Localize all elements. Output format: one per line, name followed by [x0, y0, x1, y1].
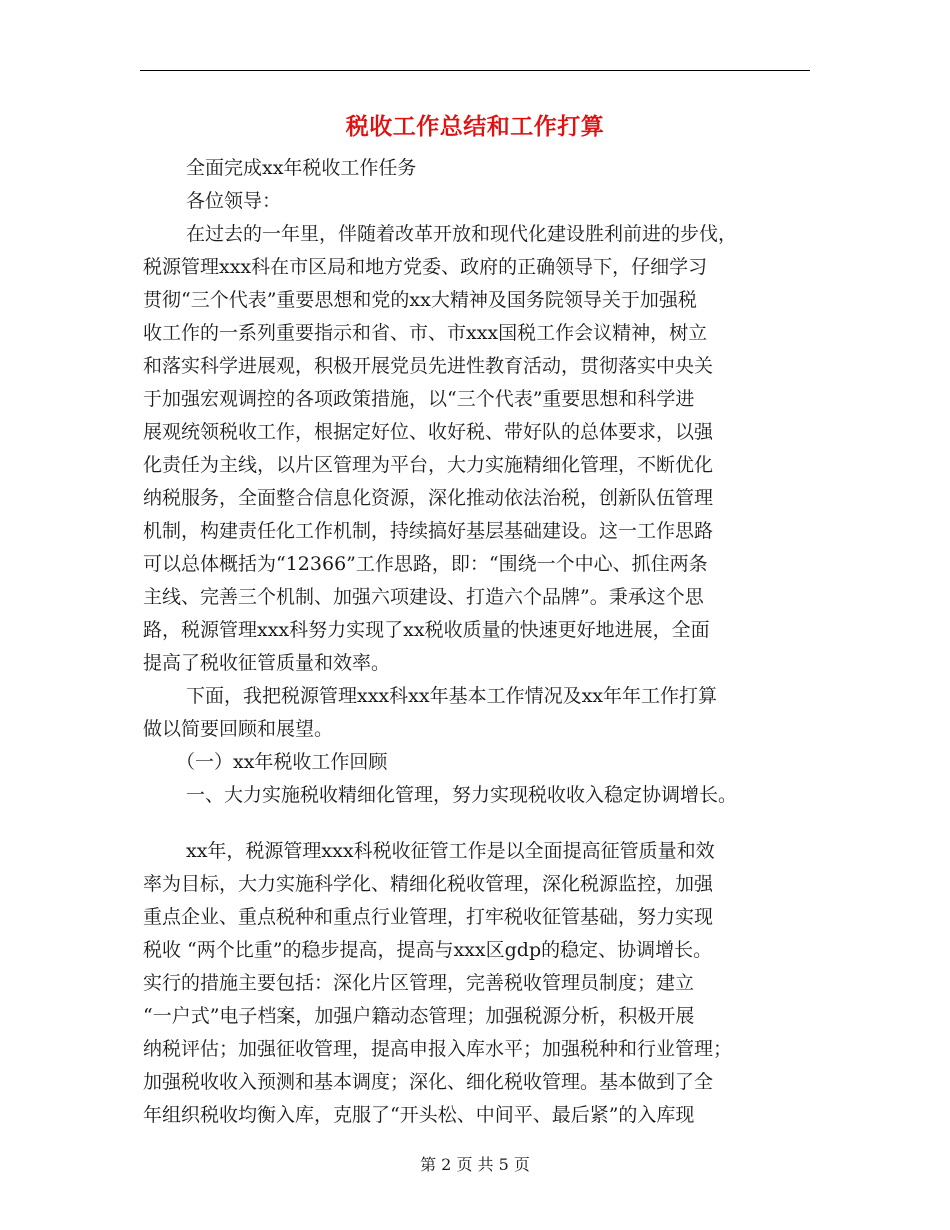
section-heading: （一）xx年税收工作回顾: [176, 751, 388, 773]
subsection-heading: 一、大力实施税收精细化管理，努力实现税收收入稳定协调增长。: [186, 784, 738, 806]
body-line: 机制，构建责任化工作机制，持续搞好基层基础建设。这一工作思路: [143, 520, 714, 542]
body-line: 贯彻“三个代表”重要思想和党的xx大精神及国务院领导关于加强税: [143, 289, 697, 311]
salutation-line: 各位领导：: [186, 190, 282, 212]
body-line: 年组织税收均衡入库，克服了“开头松、中间平、最后紧”的入库现: [143, 1104, 695, 1126]
body-line: 率为目标，大力实施科学化、精细化税收管理，深化税源监控，加强: [143, 873, 714, 895]
body-line: xx年，税源管理xxx科税收征管工作是以全面提高征管质量和效: [186, 840, 715, 862]
header-rule: [140, 70, 810, 71]
body-line: 路，税源管理xxx科努力实现了xx税收质量的快速更好地进展，全面: [143, 619, 710, 641]
body-line: “一户式”电子档案，加强户籍动态管理；加强税源分析，积极开展: [143, 1005, 695, 1027]
body-line: 纳税服务，全面整合信息化资源，深化推动依法治税，创新队伍管理: [143, 487, 714, 509]
body-line: 展观统领税收工作，根据定好位、收好税、带好队的总体要求，以强: [143, 421, 714, 443]
body-line: 于加强宏观调控的各项政策措施，以“三个代表”重要思想和科学进: [143, 388, 695, 410]
body-line: 实行的措施主要包括：深化片区管理，完善税收管理员制度；建立: [143, 972, 695, 994]
body-line: 纳税评估；加强征收管理，提高申报入库水平；加强税种和行业管理；: [143, 1038, 733, 1060]
body-line: 和落实科学进展观，积极开展党员先进性教育活动，贯彻落实中央关: [143, 355, 714, 377]
page-footer: 第 2 页 共 5 页: [420, 1155, 530, 1174]
body-line: 税收 “两个比重”的稳步提高，提高与xxx区gdp的稳定、协调增长。: [143, 939, 713, 961]
body-line: 加强税收收入预测和基本调度；深化、细化税收管理。基本做到了全: [143, 1071, 714, 1093]
body-line: 税源管理xxx科在市区局和地方党委、政府的正确领导下，仔细学习: [143, 256, 708, 278]
subtitle-line: 全面完成xx年税收工作任务: [186, 157, 417, 179]
body-line: 提高了税收征管质量和效率。: [143, 652, 391, 674]
body-line: 在过去的一年里，伴随着改革开放和现代化建设胜利前进的步伐，: [186, 223, 738, 245]
body-line: 主线、完善三个机制、加强六项建设、打造六个品牌”。秉承这个思: [143, 586, 704, 608]
body-line: 重点企业、重点税种和重点行业管理，打牢税收征管基础，努力实现: [143, 906, 714, 928]
document-title: 税收工作总结和工作打算: [345, 113, 605, 140]
body-line: 下面，我把税源管理xxx科xx年基本工作情况及xx年年工作打算: [186, 685, 718, 707]
body-line: 做以简要回顾和展望。: [143, 718, 334, 740]
body-line: 化责任为主线，以片区管理为平台，大力实施精细化管理，不断优化: [143, 454, 714, 476]
body-line: 收工作的一系列重要指示和省、市、市xxx国税工作会议精神，树立: [143, 322, 708, 344]
body-line: 可以总体概括为“12366”工作思路，即：“围绕一个中心、抓住两条: [143, 553, 708, 575]
